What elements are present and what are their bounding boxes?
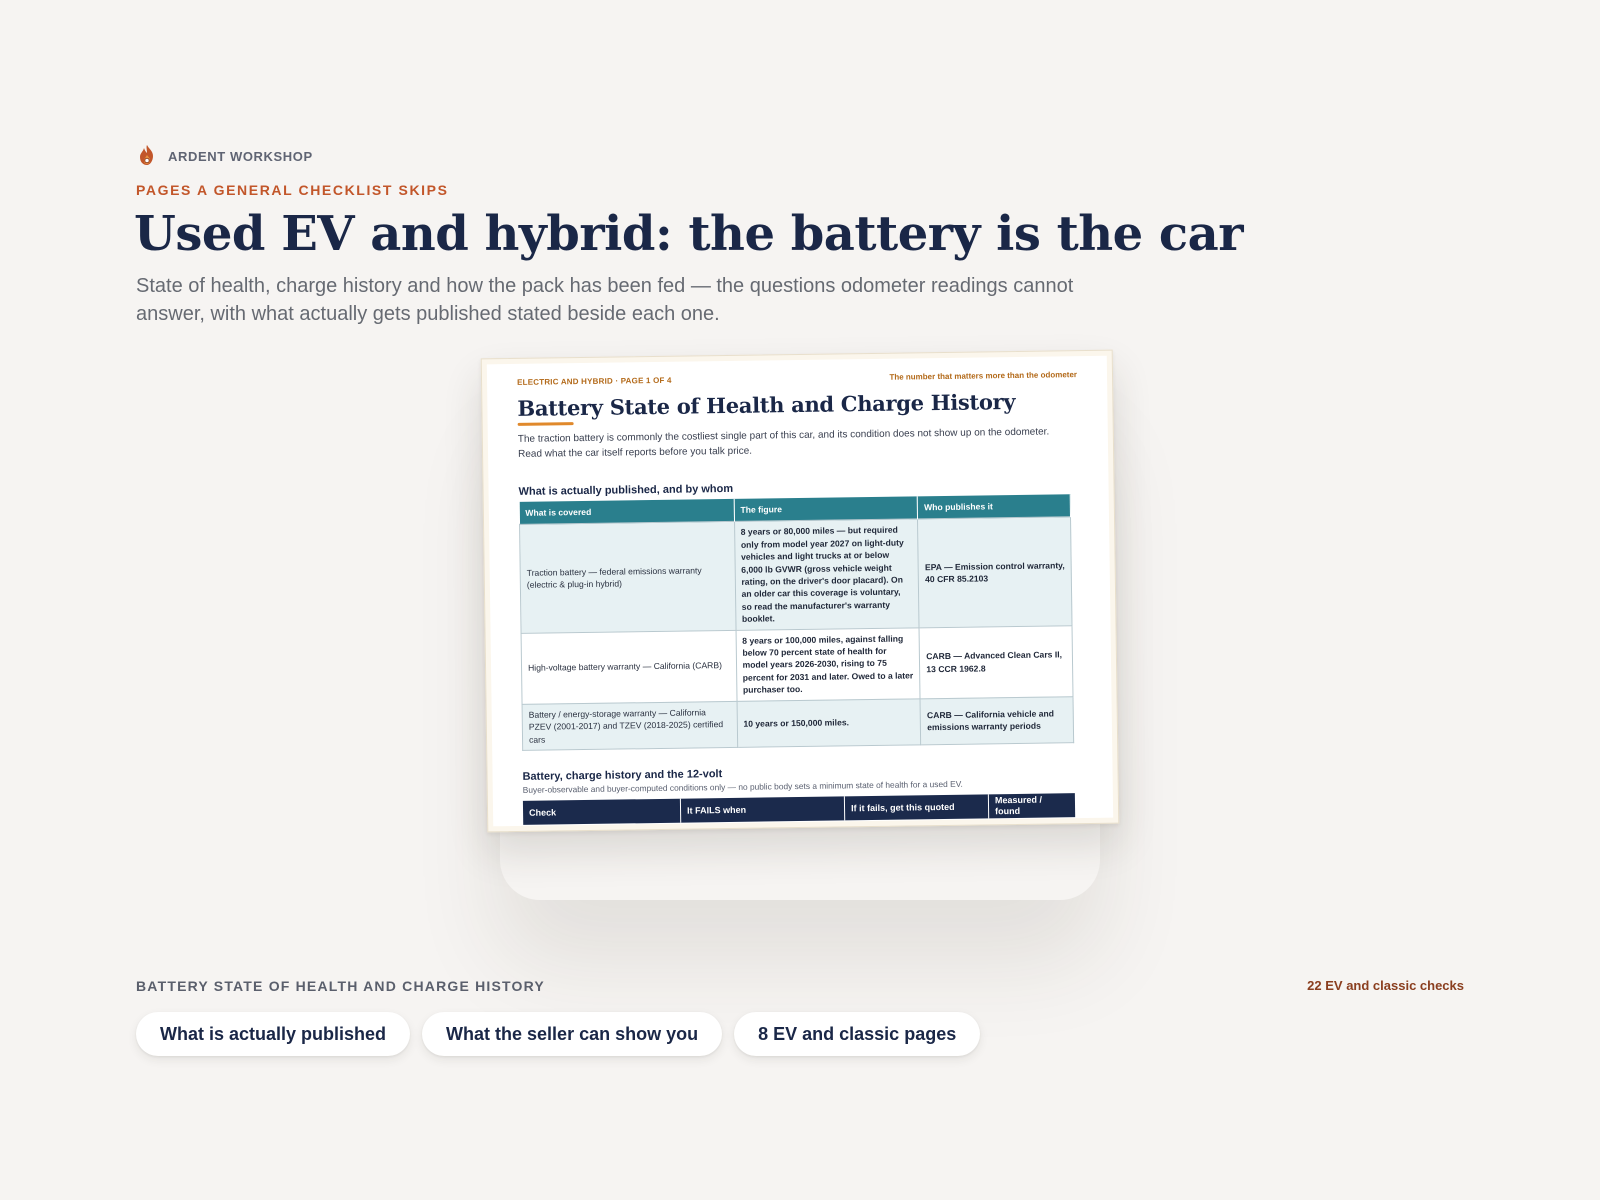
document-tagline: The number that matters more than the odometer bbox=[889, 370, 1078, 382]
brand bbox=[136, 144, 313, 168]
document-intro: The traction battery is commonly the costliest single part of this car, and its condition does not show up on the odometer. Read what the car itself reports before you talk price. bbox=[517, 426, 1050, 460]
page-title: Used EV and hybrid: the battery is the car bbox=[134, 206, 1244, 262]
document-title: Battery State of Health and Charge History bbox=[517, 388, 1016, 421]
checks-table-header bbox=[523, 793, 1075, 825]
column-header: It FAILS when bbox=[681, 796, 845, 822]
section-pills bbox=[136, 1012, 980, 1056]
published-table bbox=[519, 494, 1074, 751]
publisher-cell: CARB — California vehicle and emissions warranty periods bbox=[920, 696, 1073, 744]
document-page bbox=[487, 356, 1113, 827]
column-header: The figure bbox=[734, 496, 918, 521]
document-preview[interactable] bbox=[481, 350, 1120, 833]
published-heading: What is actually published, and by whom bbox=[518, 482, 734, 498]
column-header: Measured / found bbox=[994, 794, 1043, 817]
checks-heading: Battery, charge history and the 12-volt bbox=[522, 768, 723, 783]
flame-gear-icon bbox=[136, 144, 158, 168]
publisher-cell: CARB — Advanced Clean Cars II, 13 CCR 1962.8 bbox=[919, 625, 1073, 698]
pill-ev-classic-pages[interactable]: 8 EV and classic pages bbox=[734, 1012, 980, 1056]
covered-cell: Traction battery — federal emissions warranty (electric & plug-in hybrid) bbox=[520, 522, 736, 633]
figure-cell: 8 years or 80,000 miles — but required only from model year 2027 on light-duty vehicles and light trucks at or below 6,000 lb GVWR (gross vehicle weight rating, on the driver's door placard). On an older car this coverage is voluntary, so read the manufacturer's warranty booklet. bbox=[734, 519, 919, 630]
document-page-label: ELECTRIC AND HYBRID · PAGE 1 OF 4 bbox=[516, 375, 672, 387]
covered-cell: High-voltage battery warranty — California (CARB) bbox=[521, 630, 737, 704]
column-header: What is covered bbox=[519, 499, 734, 525]
title-underline bbox=[518, 422, 574, 426]
column-header: Who publishes it bbox=[917, 494, 1070, 519]
table-row bbox=[522, 696, 1074, 750]
pill-what-is-published[interactable]: What is actually published bbox=[136, 1012, 410, 1056]
column-header: If it fails, get this quoted bbox=[845, 794, 989, 820]
checks-count: 22 EV and classic checks bbox=[1307, 978, 1464, 993]
pill-seller-can-show[interactable]: What the seller can show you bbox=[422, 1012, 722, 1056]
section-label: BATTERY STATE OF HEALTH AND CHARGE HISTORY bbox=[136, 978, 545, 994]
figure-cell: 8 years or 100,000 miles, against falling below 70 percent state of health for model years 2026-2030, rising to 75 percent for 2031 and later. Owed to a later purchaser too. bbox=[736, 627, 921, 701]
table-row bbox=[520, 517, 1072, 633]
eyebrow: PAGES A GENERAL CHECKLIST SKIPS bbox=[136, 182, 449, 198]
covered-cell: Battery / energy-storage warranty — California PZEV (2001-2017) and TZEV (2018-2025) certified cars bbox=[522, 701, 737, 750]
figure-cell: 10 years or 150,000 miles. bbox=[737, 699, 921, 748]
page-lede: State of health, charge history and how the pack has been fed — the questions odometer readings cannot answer, with what actually gets published stated beside each one. bbox=[136, 275, 1074, 325]
checks-note: Buyer-observable and buyer-computed conditions only — no public body sets a minimum state of health for a used EV. bbox=[522, 778, 963, 795]
brand-name: ARDENT WORKSHOP bbox=[168, 148, 313, 164]
table-row bbox=[521, 625, 1073, 704]
column-header: Check bbox=[523, 799, 681, 825]
publisher-cell: EPA — Emission control warranty, 40 CFR 85.2103 bbox=[918, 517, 1072, 627]
